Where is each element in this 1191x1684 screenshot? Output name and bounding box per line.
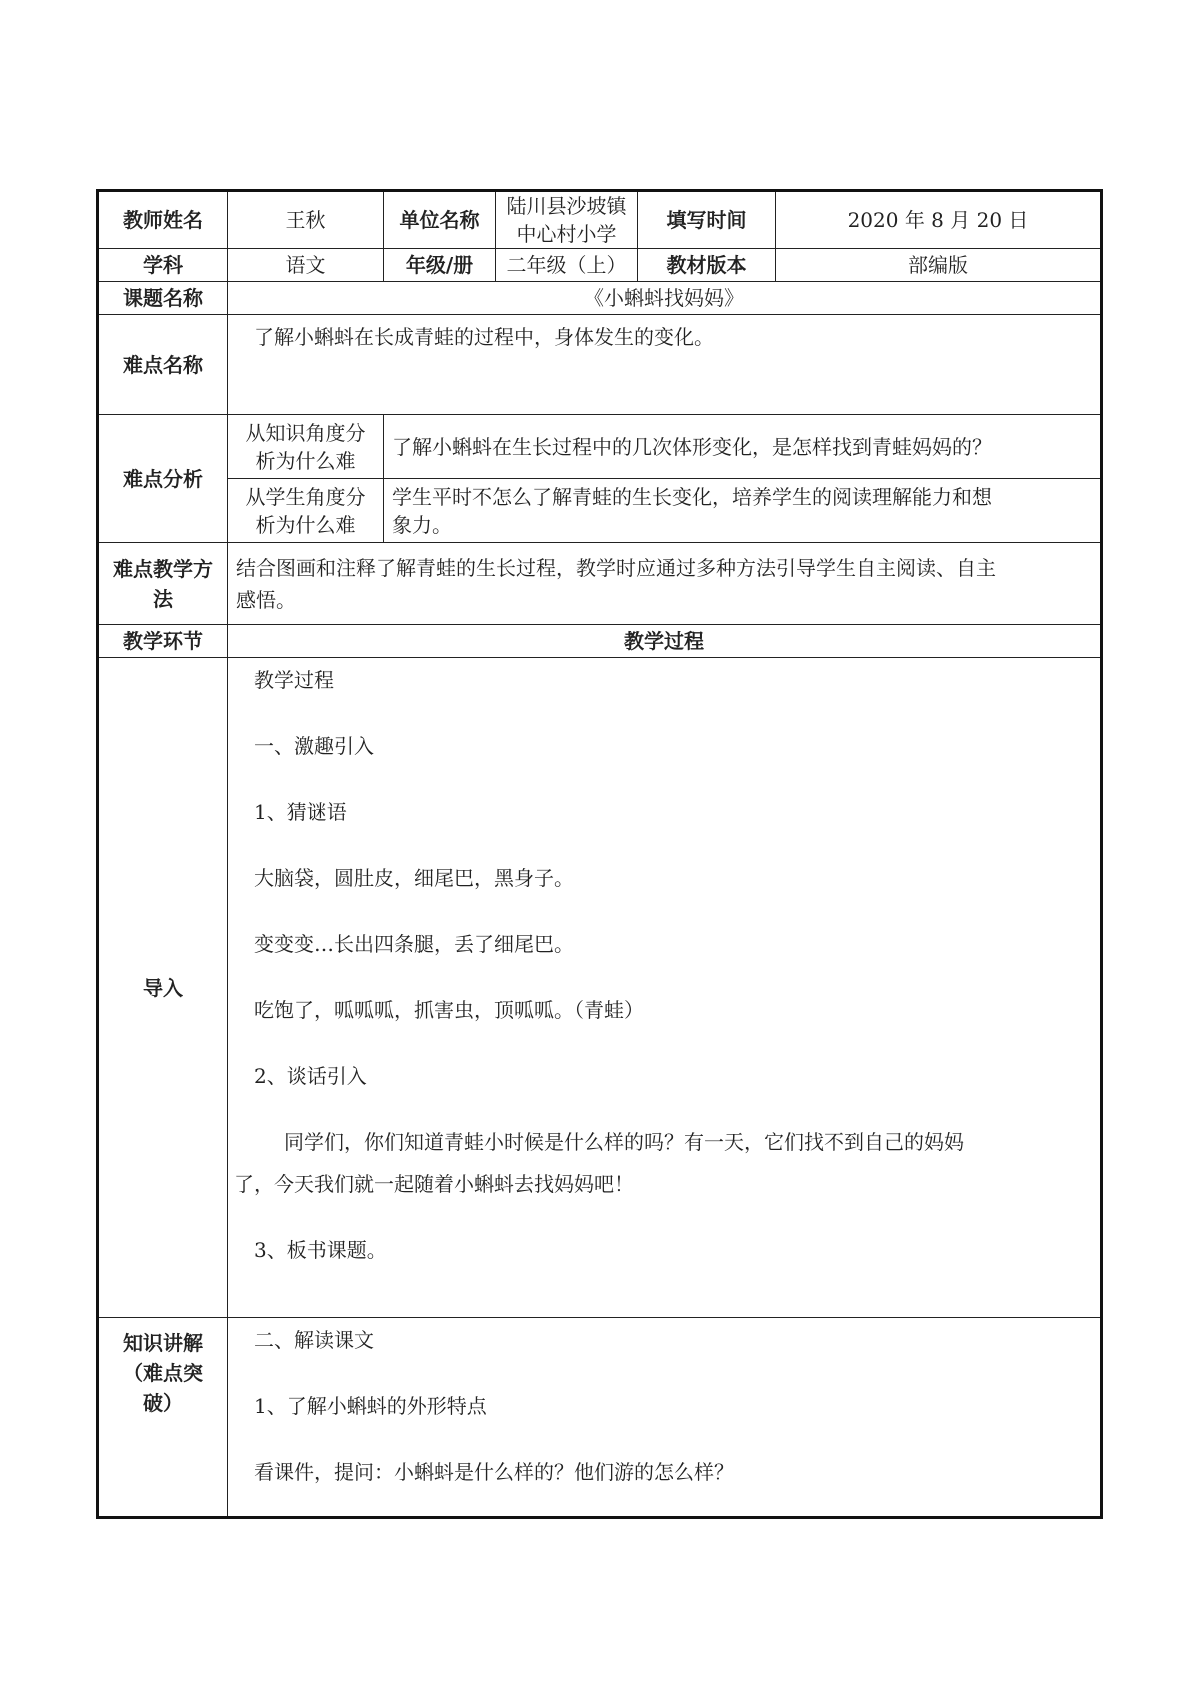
knowledge-label-line2: （难点突 bbox=[123, 1361, 203, 1385]
knowledge-line: 1、了解小蝌蚪的外形特点 bbox=[254, 1394, 487, 1418]
date-label: 填写时间 bbox=[638, 191, 776, 249]
knowledge-row bbox=[98, 1318, 1102, 1518]
subject-value: 语文 bbox=[228, 249, 384, 282]
unit-value-line2: 中心村小学 bbox=[516, 222, 617, 246]
analysis-row-student bbox=[98, 479, 1102, 543]
unit-value-line1: 陆川县沙坡镇 bbox=[506, 194, 627, 218]
grade-value: 二年级（上） bbox=[496, 249, 638, 282]
analysis-row-knowledge bbox=[98, 415, 1102, 479]
knowledge-content bbox=[228, 1318, 1102, 1518]
difficulty-label: 难点名称 bbox=[98, 315, 228, 415]
method-row bbox=[98, 543, 1102, 625]
intro-line: 一、激趣引入 bbox=[254, 734, 374, 758]
topic-label: 课题名称 bbox=[98, 282, 228, 315]
knowledge-label-line3: 破） bbox=[143, 1391, 183, 1415]
analysis-label: 难点分析 bbox=[98, 415, 228, 543]
process-header: 教学过程 bbox=[228, 625, 1102, 658]
edition-value: 部编版 bbox=[776, 249, 1102, 282]
knowledge-label-line1: 知识讲解 bbox=[123, 1331, 203, 1355]
unit-label: 单位名称 bbox=[384, 191, 496, 249]
student-angle-label-line2: 析为什么难 bbox=[255, 512, 356, 537]
intro-line: 同学们，你们知道青蛙小时候是什么样的吗？有一天，它们找不到自己的妈妈 bbox=[284, 1130, 964, 1154]
student-angle-label bbox=[228, 479, 384, 543]
topic-value: 《小蝌蚪找妈妈》 bbox=[228, 282, 1102, 315]
subject-label: 学科 bbox=[98, 249, 228, 282]
method-value-line2: 感悟。 bbox=[236, 587, 296, 612]
edition-label: 教材版本 bbox=[638, 249, 776, 282]
lesson-plan-table bbox=[96, 189, 1103, 1519]
teacher-label: 教师姓名 bbox=[98, 191, 228, 249]
process-header-row bbox=[98, 625, 1102, 658]
header-row-2 bbox=[98, 249, 1102, 282]
student-angle-label-line1: 从学生角度分 bbox=[245, 484, 366, 509]
student-angle-value bbox=[384, 479, 1102, 543]
date-value: 2020 年 8 月 20 日 bbox=[776, 191, 1102, 249]
unit-value bbox=[496, 191, 638, 249]
lesson-plan-document bbox=[96, 189, 1100, 1519]
knowledge-angle-label-line2: 析为什么难 bbox=[255, 448, 356, 473]
knowledge-label bbox=[98, 1318, 228, 1518]
student-angle-value-line1: 学生平时不怎么了解青蛙的生长变化，培养学生的阅读理解能力和想 bbox=[392, 484, 992, 509]
intro-content bbox=[228, 658, 1102, 1318]
difficulty-value: 了解小蝌蚪在长成青蛙的过程中，身体发生的变化。 bbox=[228, 315, 1102, 415]
intro-line: 了，今天我们就一起随着小蝌蚪去找妈妈吧！ bbox=[234, 1172, 634, 1196]
intro-line: 变变变…长出四条腿，丢了细尾巴。 bbox=[254, 932, 574, 956]
difficulty-row bbox=[98, 315, 1102, 415]
intro-line: 教学过程 bbox=[254, 668, 334, 692]
teacher-value: 王秋 bbox=[228, 191, 384, 249]
knowledge-angle-value: 了解小蝌蚪在生长过程中的几次体形变化，是怎样找到青蛙妈妈的？ bbox=[384, 415, 1102, 479]
intro-label: 导入 bbox=[98, 658, 228, 1318]
method-label-line1: 难点教学方 bbox=[113, 556, 213, 581]
intro-row bbox=[98, 658, 1102, 1318]
method-label-line2: 法 bbox=[153, 586, 173, 611]
knowledge-line: 二、解读课文 bbox=[254, 1328, 374, 1352]
intro-line: 大脑袋，圆肚皮，细尾巴，黑身子。 bbox=[254, 866, 574, 890]
method-value bbox=[228, 543, 1102, 625]
knowledge-line: 看课件，提问：小蝌蚪是什么样的？他们游的怎么样？ bbox=[254, 1460, 734, 1484]
intro-line: 吃饱了，呱呱呱，抓害虫，顶呱呱。（青蛙） bbox=[254, 998, 644, 1022]
knowledge-angle-label bbox=[228, 415, 384, 479]
student-angle-value-line2: 象力。 bbox=[392, 512, 452, 537]
stage-header: 教学环节 bbox=[98, 625, 228, 658]
knowledge-angle-label-line1: 从知识角度分 bbox=[245, 420, 366, 445]
grade-label: 年级/册 bbox=[384, 249, 496, 282]
method-value-line1: 结合图画和注释了解青蛙的生长过程，教学时应通过多种方法引导学生自主阅读、自主 bbox=[236, 555, 996, 580]
intro-line: 3、板书课题。 bbox=[254, 1238, 387, 1262]
intro-line: 2、谈话引入 bbox=[254, 1064, 367, 1088]
method-label bbox=[98, 543, 228, 625]
topic-row bbox=[98, 282, 1102, 315]
intro-line: 1、猜谜语 bbox=[254, 800, 347, 824]
header-row-1 bbox=[98, 191, 1102, 249]
